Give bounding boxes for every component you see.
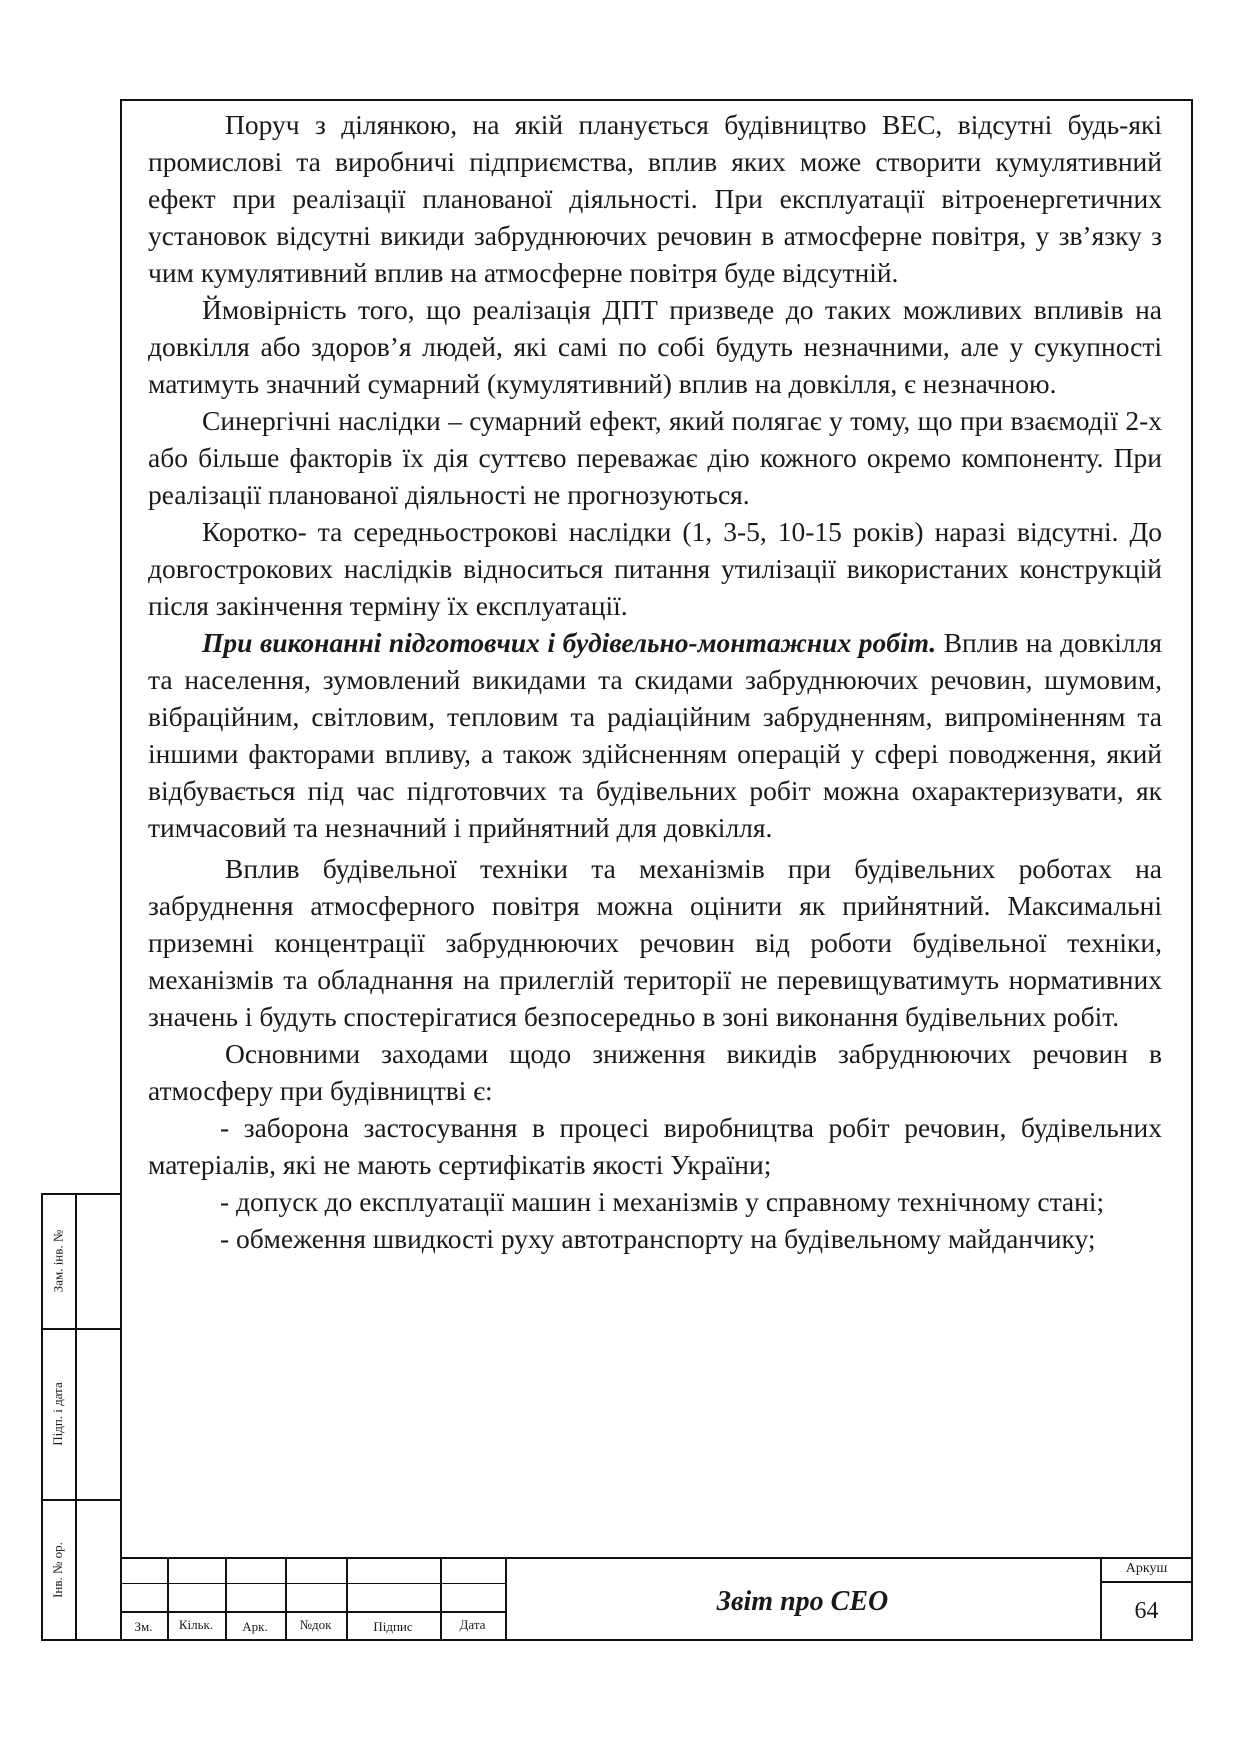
zam-inv-label: Зам. інв. №	[50, 1229, 65, 1292]
paragraph-probability: Ймовірність того, що реалізація ДПТ призведе до таких можливих впливів на довкілля або здоров’я людей, які самі по собі будуть незначними, але у сукупності матимуть значний сумарний (кумулятивний) вплив на довкілля, є незначною.	[148, 294, 1162, 399]
construction-text: Вплив на довкілля та населення, зумовлений викидами та скидами забруднюючих речовин, шумовим, вібраційним, світловим, тепловим та радіаційним забрудненням, випроміненням та іншими факторами впливу, а також здійсненням операцій у сфері поводження, який відбувається під час підготовчих та будівельних робіт можна охарактеризувати, як тимчасовий та незначний і прийнятний для довкілля.	[148, 627, 1162, 843]
sheet-label: Аркуш	[1125, 1561, 1168, 1576]
title-block	[120, 1557, 1193, 1641]
construction-heading: При виконанні підготовчих і будівельно-монтажних робіт.	[202, 627, 937, 658]
paragraph-construction	[148, 624, 1162, 846]
paragraph-measures-intro: Основними заходами щодо зниження викидів забруднюючих речовин в атмосферу при будівництві є:	[148, 1038, 1162, 1106]
header-kilk: Кільк.	[178, 1617, 214, 1632]
paragraph-synergy: Синергічні наслідки – сумарний ефект, який полягає у тому, що при взаємодії 2-х або більше факторів їх дія суттєво переважає дію кожного окремо компоненту. При реалізації планованої діяльності не прогнозуються.	[148, 405, 1162, 510]
header-pidpys: Підпис	[373, 1619, 413, 1634]
paragraph-consequences: Коротко- та середньострокові наслідки (1, 3-5, 10-15 років) наразі відсутні. До довгострокових наслідків відноситься питання утилізації використаних конструкцій після закінчення терміну їх експлуатації.	[148, 516, 1162, 621]
header-ark: Арк.	[242, 1619, 268, 1634]
header-data: Дата	[459, 1617, 486, 1632]
side-stamp-strip	[41, 1193, 120, 1641]
measure-item: - обмеження швидкості руху автотранспорту на будівельному майданчику;	[220, 1223, 1096, 1254]
header-ndok: №док	[299, 1617, 332, 1632]
pidp-data-label: Підп. і дата	[50, 1381, 65, 1446]
inv-orig-label: Інв. № ор.	[50, 1542, 66, 1598]
sheet-number: 64	[1134, 1598, 1159, 1624]
header-zm: Зм.	[134, 1619, 153, 1634]
measure-item: - заборона застосування в процесі виробництва робіт речовин, будівельних матеріалів, які не мають сертифікатів якості України;	[148, 1112, 1162, 1180]
document-title: Звіт про СЕО	[716, 1586, 889, 1617]
measure-item: - допуск до експлуатації машин і механізмів у справному технічному стані;	[220, 1186, 1105, 1217]
document-body	[148, 106, 1162, 1257]
paragraph-machinery: Вплив будівельної техніки та механізмів при будівельних роботах на забруднення атмосферного повітря можна оцінити як прийнятний. Максимальні приземні концентрації забруднюючих речовин від роботи будівельної техніки, механізмів та обладнання на прилеглій території не перевищуватимуть нормативних значень і будуть спостерігатися безпосередньо в зоні виконання будівельних робіт.	[148, 853, 1162, 1032]
paragraph-cumulative: Поруч з ділянкою, на якій планується будівництво ВЕС, відсутні будь-які промислові та виробничі підприємства, вплив яких може створити кумулятивний ефект при реалізації планованої діяльності. При експлуатації вітроенергетичних установок відсутні викиди забруднюючих речовин в атмосферне повітря, у зв’язку з чим кумулятивний вплив на атмосферне повітря буде відсутній.	[148, 109, 1162, 288]
